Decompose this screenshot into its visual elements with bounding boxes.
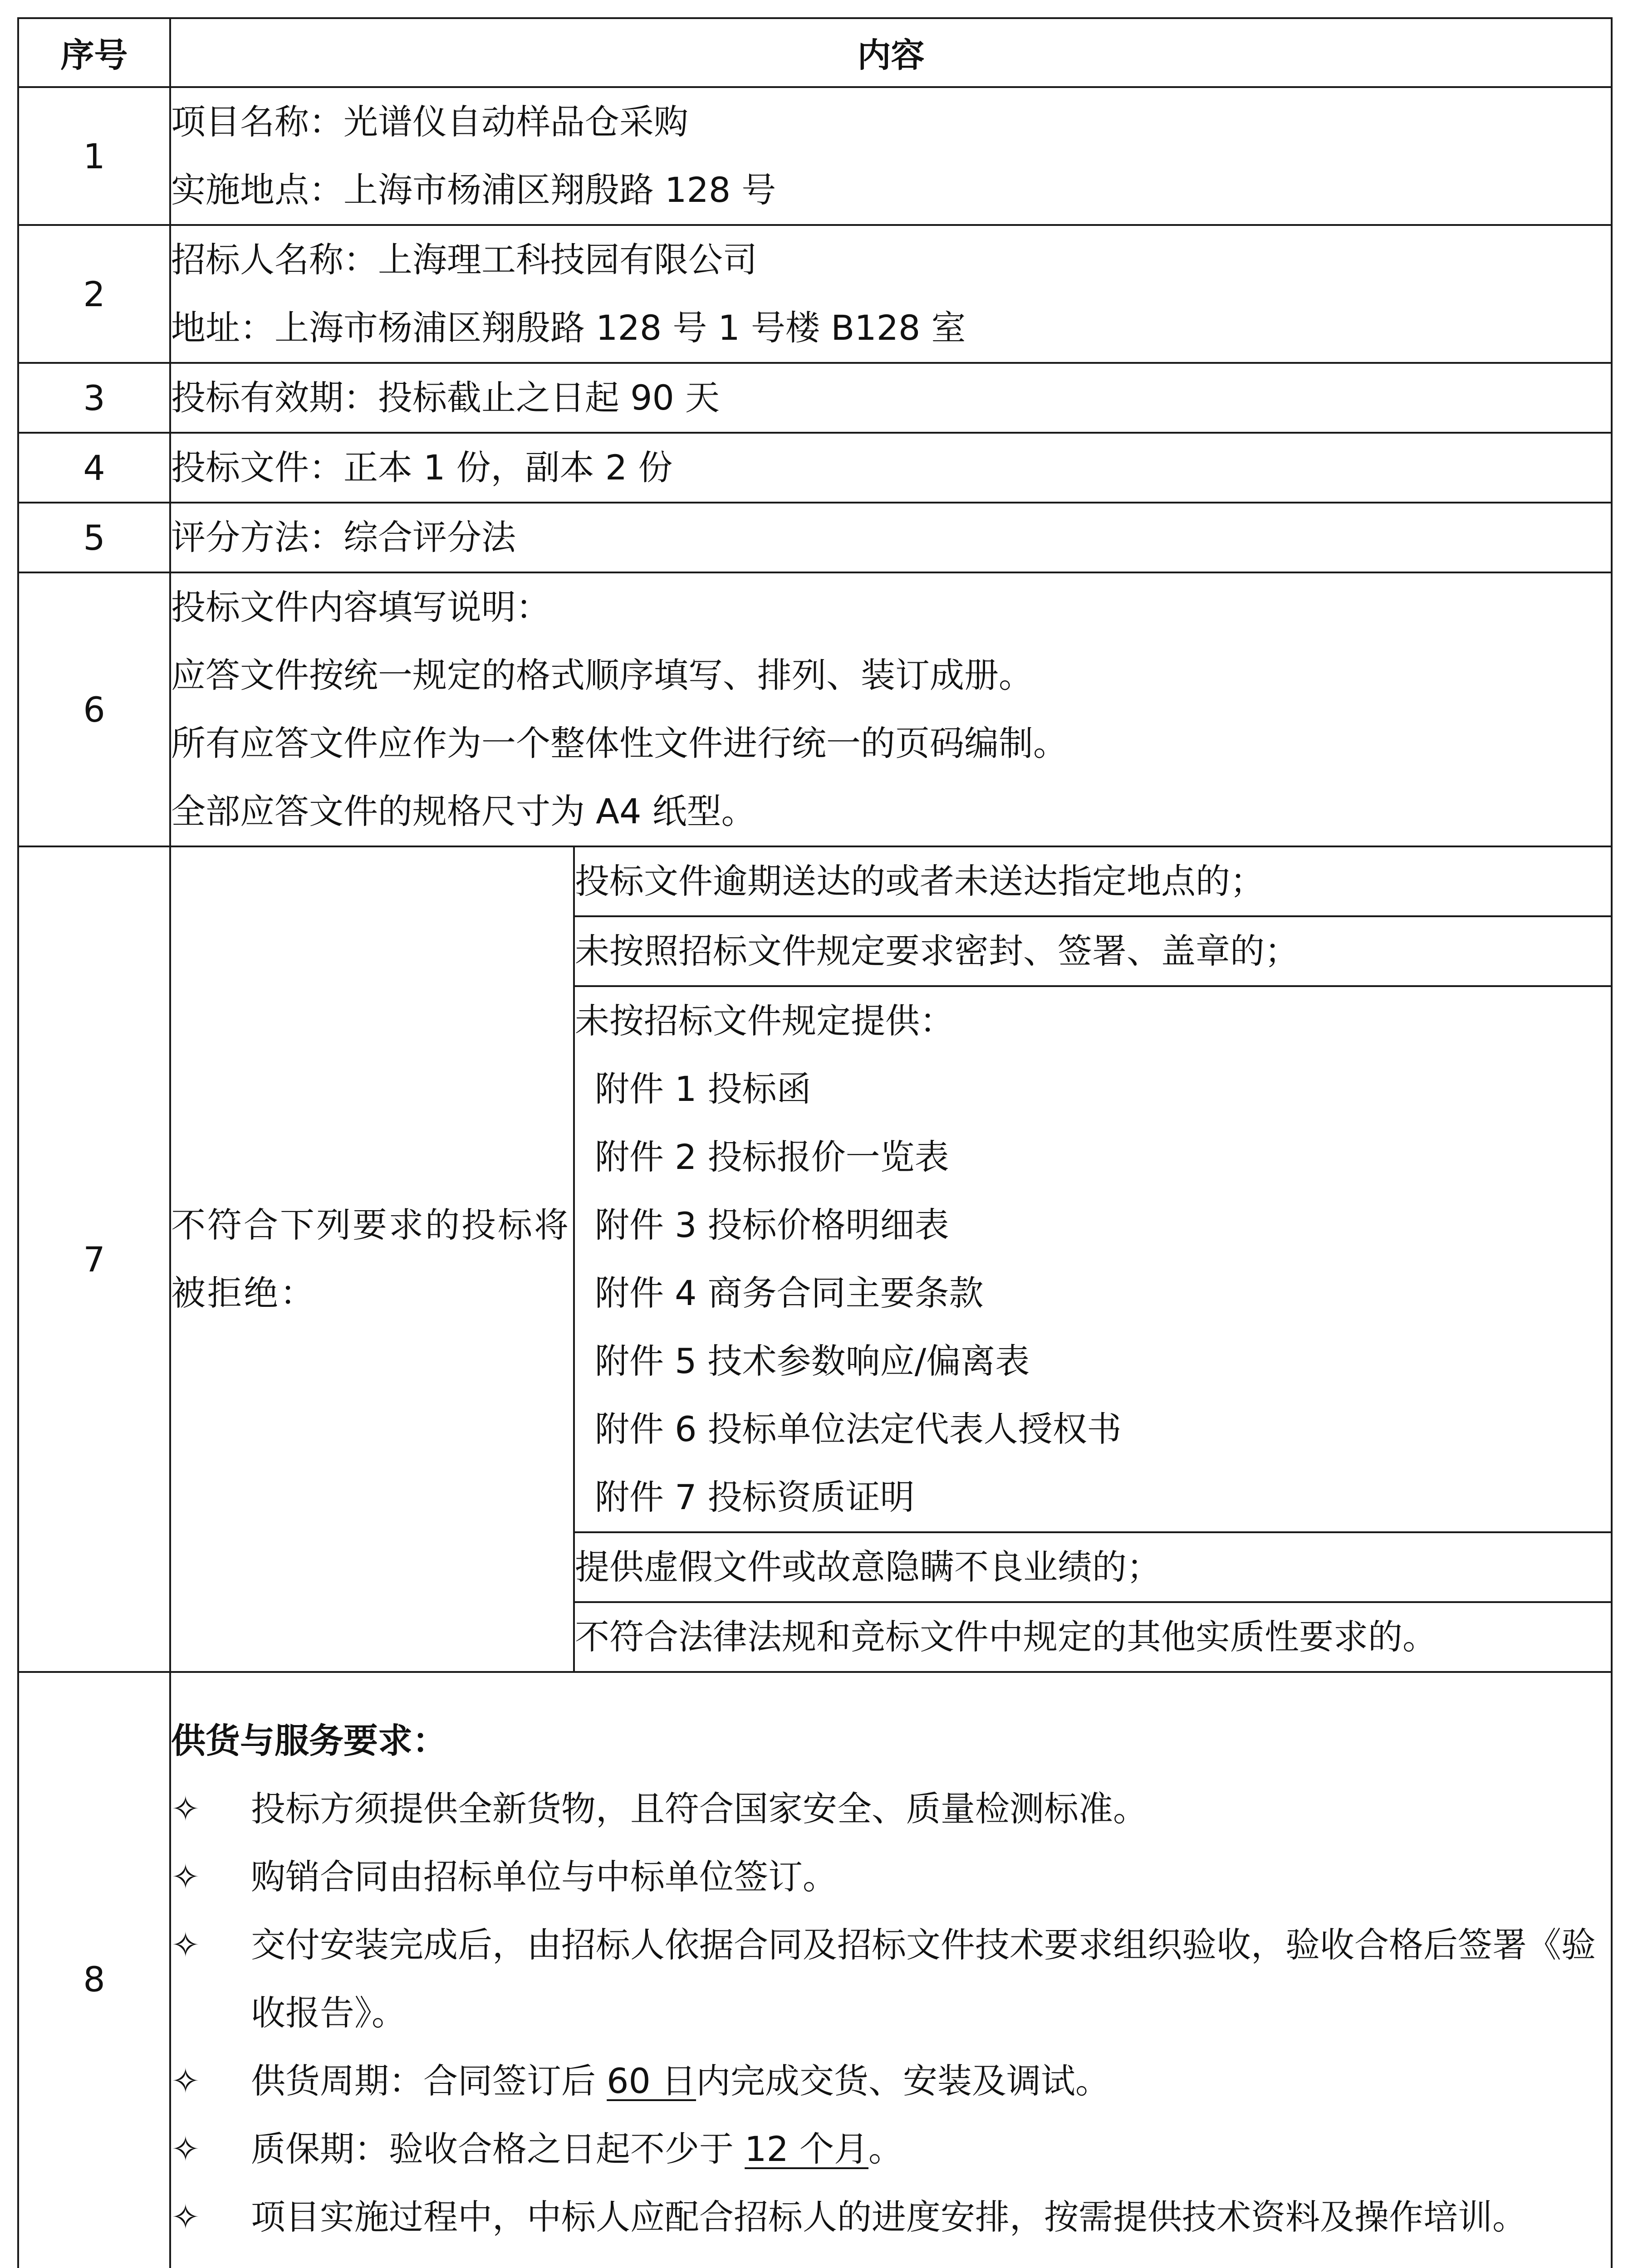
bullet-item	[171, 2115, 1611, 2183]
condition-text: 投标文件逾期送达的或者未送达指定地点的；	[575, 861, 1265, 901]
bullet-text: 交付安装完成后，由招标人依据合同及招标文件技术要求组织验收，验收合格后签署《验收报告》。	[251, 1925, 1596, 2033]
row-content	[170, 363, 1612, 433]
tenderer-address: 地址：上海市杨浦区翔殷路 128 号 1 号楼 B128 室	[171, 308, 966, 348]
rejection-condition	[574, 846, 1612, 916]
row-content	[170, 433, 1612, 503]
bullet-text: 投标方须提供全新货物，且符合国家安全、质量检测标准。	[251, 1789, 1147, 1829]
bullet-text: 项目实施过程中，中标人应配合招标人的进度安排，按需提供技术资料及操作培训。	[251, 2197, 1527, 2237]
rejection-label: 不符合下列要求的投标将被拒绝：	[170, 846, 574, 1672]
delivery-period-text: 内完成交货、安装及调试。	[696, 2061, 1110, 2101]
header-content: 内容	[170, 18, 1612, 87]
bid-copies: 投标文件：正本 1 份，副本 2 份	[171, 447, 673, 488]
row-number: 7	[18, 846, 170, 1672]
condition-text: 提供虚假文件或故意隐瞒不良业绩的；	[575, 1547, 1161, 1587]
row-number: 8	[18, 1672, 170, 2268]
row-content	[170, 87, 1612, 225]
row-number: 6	[18, 572, 170, 846]
bullet-text	[251, 2115, 1611, 2183]
bid-info-table	[17, 17, 1613, 2268]
bullet-item	[171, 1911, 1611, 2047]
bid-validity: 投标有效期：投标截止之日起 90 天	[171, 377, 720, 418]
table-row	[18, 433, 1612, 503]
delivery-period-text: 供货周期：合同签订后	[251, 2061, 607, 2101]
instruction-line: 应答文件按统一规定的格式顺序填写、排列、装订成册。	[171, 655, 1033, 695]
rejection-condition	[574, 986, 1612, 1532]
diamond-bullet-icon: ✧	[171, 2061, 200, 2101]
rejection-condition	[574, 1602, 1612, 1672]
diamond-bullet-icon: ✧	[171, 1925, 200, 1965]
rejection-condition	[574, 1532, 1612, 1602]
bullet-item	[171, 2183, 1611, 2251]
table-row	[18, 363, 1612, 433]
condition-text: 未按招标文件规定提供：	[575, 1001, 954, 1041]
row-number: 4	[18, 433, 170, 503]
service-title: 供货与服务要求：	[171, 1721, 447, 1761]
instruction-line: 所有应答文件应作为一个整体性文件进行统一的页码编制。	[171, 723, 1068, 763]
project-location: 实施地点：上海市杨浦区翔殷路 128 号	[171, 170, 776, 210]
diamond-bullet-icon: ✧	[171, 1857, 200, 1897]
bullet-item	[171, 2047, 1611, 2115]
table-row	[18, 225, 1612, 363]
attachment-item: 附件 3 投标价格明细表	[595, 1205, 949, 1245]
attachment-item: 附件 5 技术参数响应/偏离表	[595, 1341, 1030, 1381]
table-row	[18, 503, 1612, 572]
table-row	[18, 572, 1612, 846]
tenderer-name: 招标人名称：上海理工科技园有限公司	[171, 240, 757, 280]
project-name: 项目名称：光谱仪自动样品仓采购	[171, 102, 688, 142]
row-content	[170, 572, 1612, 846]
bullet-item	[171, 1775, 1611, 1843]
row-number: 3	[18, 363, 170, 433]
row-content	[170, 503, 1612, 572]
warranty-text: 质保期：验收合格之日起不少于	[251, 2129, 745, 2169]
table-row	[18, 1672, 1612, 2268]
warranty-value: 12 个月	[745, 2129, 869, 2169]
warranty-text: 。	[868, 2129, 903, 2169]
diamond-bullet-icon: ✧	[171, 1789, 200, 1829]
row-number: 5	[18, 503, 170, 572]
table-row	[18, 87, 1612, 225]
instruction-line: 全部应答文件的规格尺寸为 A4 纸型。	[171, 791, 756, 831]
bullet-item	[171, 1843, 1611, 1911]
scoring-method: 评分方法：综合评分法	[171, 517, 516, 557]
header-row	[18, 18, 1612, 87]
diamond-bullet-icon: ✧	[171, 2197, 200, 2237]
row-content	[170, 225, 1612, 363]
condition-text: 未按照招标文件规定要求密封、签署、盖章的；	[575, 931, 1299, 971]
delivery-period-value: 60 日	[607, 2061, 696, 2101]
instructions-title: 投标文件内容填写说明：	[171, 587, 550, 627]
attachment-item: 附件 2 投标报价一览表	[595, 1137, 949, 1177]
attachment-item: 附件 7 投标资质证明	[595, 1477, 915, 1517]
bullet-text: 购销合同由招标单位与中标单位签订。	[251, 1857, 837, 1897]
row-number: 1	[18, 87, 170, 225]
rejection-condition	[574, 916, 1612, 986]
diamond-bullet-icon: ✧	[171, 2129, 200, 2169]
row-content	[170, 1672, 1612, 2268]
attachment-item: 附件 4 商务合同主要条款	[595, 1273, 984, 1313]
condition-text: 不符合法律法规和竞标文件中规定的其他实质性要求的。	[575, 1617, 1437, 1657]
row-number: 2	[18, 225, 170, 363]
attachment-item: 附件 6 投标单位法定代表人授权书	[595, 1409, 1122, 1449]
attachment-item: 附件 1 投标函	[595, 1069, 811, 1109]
bullet-text	[251, 2047, 1611, 2115]
header-seq: 序号	[18, 18, 170, 87]
table-row	[18, 846, 1612, 916]
